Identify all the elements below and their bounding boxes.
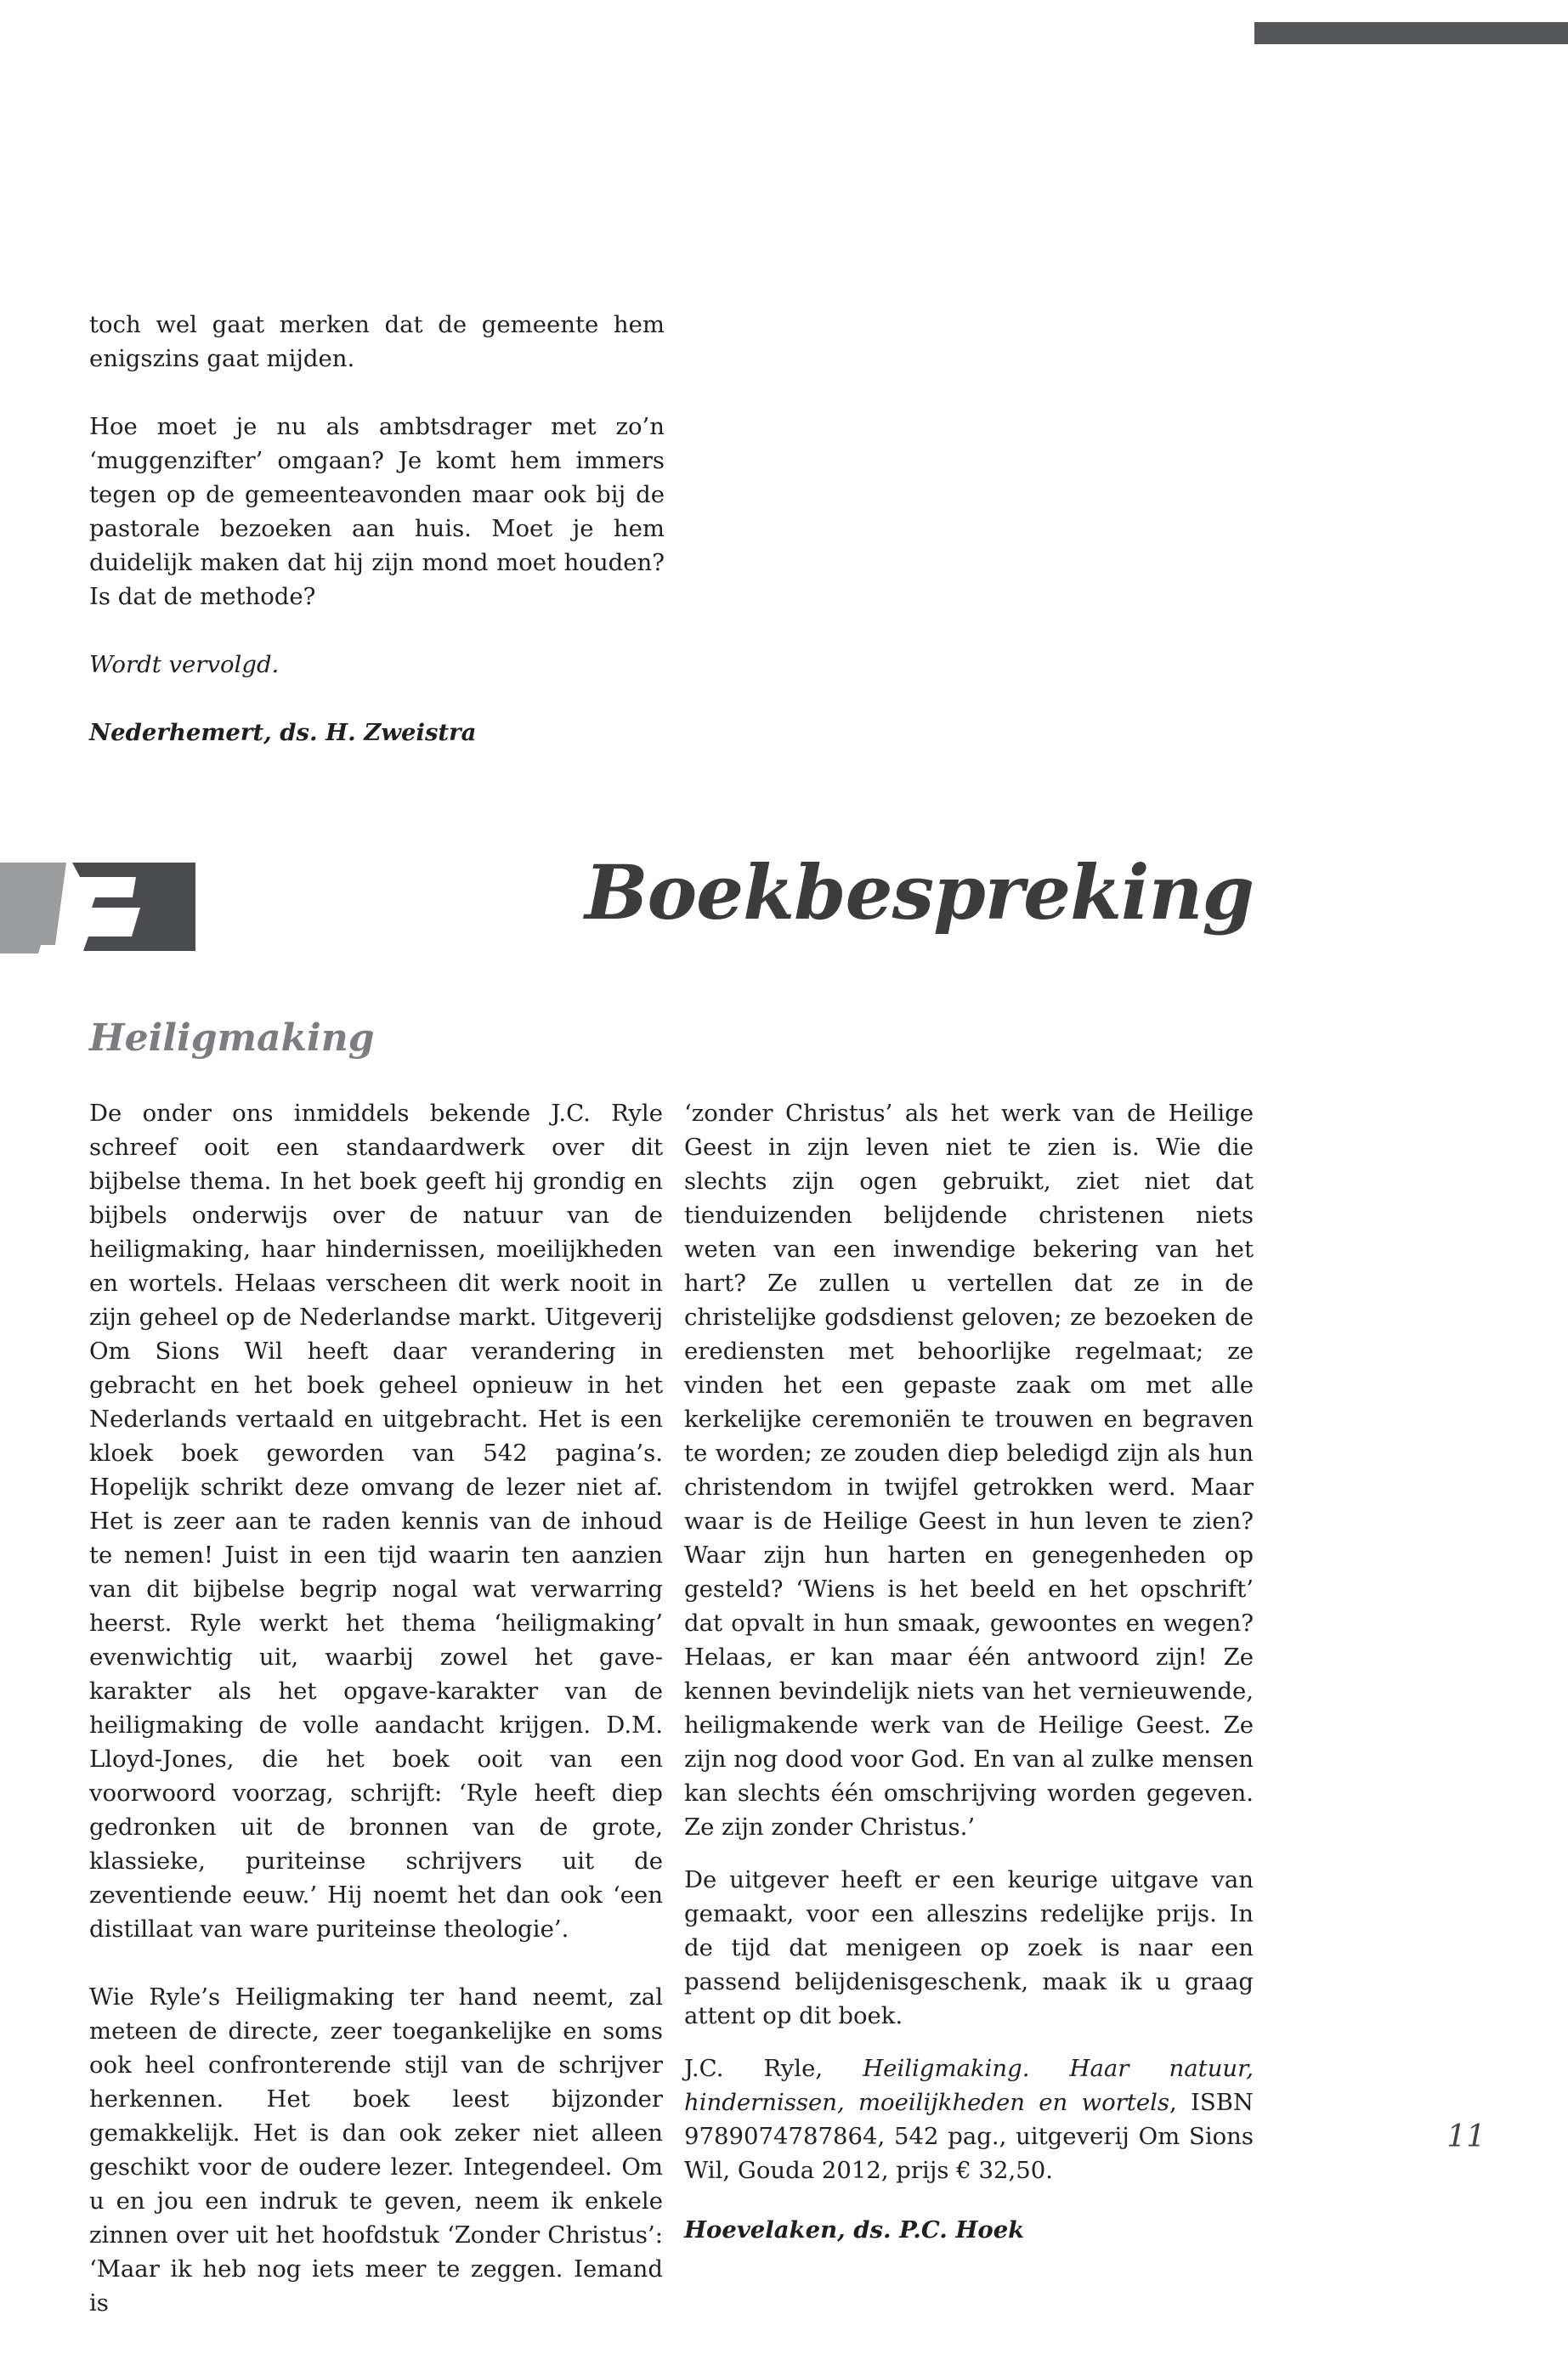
author-signature-zweistra: Nederhemert, ds. H. Zweistra: [89, 719, 477, 746]
article-column-right: [684, 1096, 1254, 2281]
book-author: J.C. Ryle,: [684, 2055, 863, 2082]
continuation-paragraph-1: toch wel gaat merken dat de gemeente hem enigszins gaat mijden.: [89, 311, 665, 372]
to-be-continued: Wordt vervolgd.: [89, 651, 280, 678]
continuation-paragraph-2: Hoe moet je nu als ambtsdrager met zo’n ‘muggenzifter’ omgaan? Je komt hem immers tegen op de gemeenteavonden maar ook bij de pastorale bezoeken aan huis. Moet je hem duidelijk maken dat hij zijn mond moet houden? Is dat de methode?: [89, 413, 665, 610]
book-reference: [684, 2051, 1254, 2187]
article-paragraph-2: Wie Ryle’s Heiligmaking ter hand neemt, zal meteen de directe, zeer toegankelijke en soms ook heel confronterende stijl van de schrijver herkennen. Het boek leest bijzonder gemakkelijk. Het is dan ook zeker niet alleen geschikt voor de oudere lezer. Integendeel. Om u en jou een indruk te geven, neem ik enkele zinnen over uit het hoofdstuk ‘Zonder Christus’: ‘Maar ik heb nog iets meer te zeggen. Iemand is: [89, 1983, 663, 2317]
book-details: , ISBN 9789074787864, 542 pag., uitgeverij Om Sions Wil, Gouda 2012, prijs € 32,50.: [684, 2089, 1254, 2184]
article-column-left: [89, 1096, 663, 2354]
continuation-text: [89, 308, 665, 784]
article-title: Heiligmaking: [89, 1016, 375, 1060]
article-paragraph-4: De uitgever heeft er een keurige uitgave van gemaakt, voor een alleszins redelijke prijs. In de tijd dat menigeen op zoek is naar een passend belijdenisgeschenk, maak ik u graag attent op dit boek.: [684, 1866, 1254, 2029]
header-bar: [1254, 22, 1568, 44]
book-title: Heiligmaking. Haar natuur, hindernissen, moeilijkheden en wortels: [684, 2055, 1254, 2116]
page-number: 11: [1446, 2119, 1486, 2154]
section-title: Boekbespreking: [585, 848, 1254, 937]
article-paragraph-3: ‘zonder Christus’ als het werk van de Heilige Geest in zijn leven niet te zien is. Wie die slechts zijn ogen gebruikt, ziet niet dat tienduizenden belijdende christenen niets weten van een inwendige bekering van het hart? Ze zullen u vertellen dat ze in de christelijke godsdienst geloven; ze bezoeken de erediensten met behoorlijke regelmaat; ze vinden het een gepaste zaak om met alle kerkelijke ceremoniën te trouwen en begraven te worden; ze zouden diep beledigd zijn als hun christendom in twijfel getrokken werd. Maar waar is de Heilige Geest in hun leven te zien? Waar zijn hun harten en genegenheden op gesteld? ‘Wiens is het beeld en het opschrift’ dat opvalt in hun smaak, gewoontes en wegen? Helaas, er kan maar één antwoord zijn! Ze kennen bevindelijk niets van het vernieuwende, heiligmakende werk van de Heilige Geest. Ze zijn nog dood voor God. En van al zulke mensen kan slechts één omschrijving worden gegeven. Ze zijn zonder Christus.’: [684, 1100, 1254, 1841]
author-signature-hoek: Hoevelaken, ds. P.C. Hoek: [684, 2216, 1025, 2244]
article-paragraph-1: De onder ons inmiddels bekende J.C. Ryle schreef ooit een standaardwerk over dit bijbelse thema. In het boek geeft hij grondig en bijbels onderwijs over de natuur van de heiligmaking, haar hindernissen, moeilijkheden en wortels. Helaas verscheen dit werk nooit in zijn geheel op de Nederlandse markt. Uitgeverij Om Sions Wil heeft daar verandering in gebracht en het boek geheel opnieuw in het Nederlands vertaald en uitgebracht. Het is een kloek boek geworden van 542 pagina’s. Hopelijk schrikt deze omvang de lezer niet af. Het is zeer aan te raden kennis van de inhoud te nemen! Juist in een tijd waarin ten aanzien van dit bijbelse begrip nogal wat verwarring heerst. Ryle werkt het thema ‘heiligmaking’ evenwichtig uit, waarbij zowel het gave-karakter als het opgave-karakter van de heiligmaking de volle aandacht krijgen. D.M. Lloyd-Jones, die het boek ooit van een voorwoord voorzag, schrijft: ‘Ryle heeft diep gedronken uit de bronnen van de grote, klassieke, puriteinse schrijvers uit de zeventiende eeuw.’ Hij noemt het dan ook ‘een distillaat van ware puriteinse theologie’.: [89, 1100, 663, 1943]
b-logo-icon: [0, 860, 195, 953]
